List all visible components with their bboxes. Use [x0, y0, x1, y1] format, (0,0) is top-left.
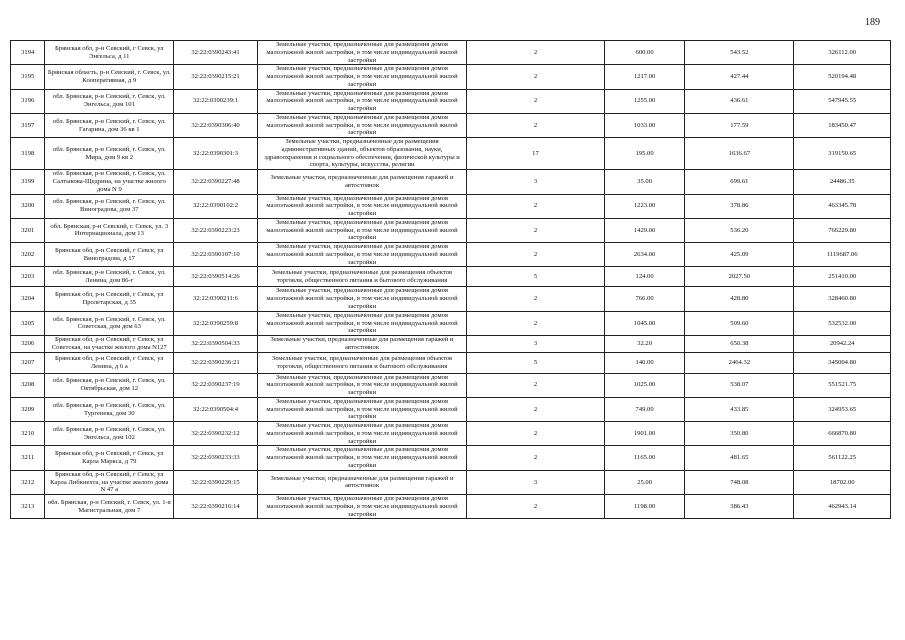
cadastral-value-cell: 766229.80 [794, 218, 891, 242]
category-cell: 2 [467, 422, 605, 446]
address-cell: Брянская область, р-н Севский, г. Севск, ул. Кооперативная, д 9 [45, 65, 174, 89]
area-cell: 1901.00 [604, 422, 684, 446]
area-cell: 1429.00 [604, 218, 684, 242]
area-cell: 1255.00 [604, 89, 684, 113]
unit-value-cell: 650.38 [685, 336, 794, 353]
table-row [11, 170, 891, 194]
unit-value-cell: 428.80 [685, 287, 794, 311]
cadastral-number-cell: 32:22:0390306:40 [174, 113, 258, 137]
area-cell: 124.00 [604, 267, 684, 287]
cadastral-value-cell: 18702.00 [794, 470, 891, 494]
cadastral-value-cell: 532532.00 [794, 311, 891, 335]
table-row [11, 243, 891, 267]
cadastral-value-cell: 326112.00 [794, 41, 891, 65]
land-use-cell: Земельные участки, предназначенные для размещения административных зданий, объектов образования, науки, здравоохранения и социального обеспечения, физической культуры и спорта, культуры, искусства, религии [257, 138, 466, 170]
land-use-cell: Земельные участки, предназначенные для размещения домов малоэтажной жилой застройки, в том числе индивидуальной жилой застройки [257, 311, 466, 335]
address-cell: обл. Брянская, р-н Севский, г. Севск, ул. Энгельса, дом 101 [45, 89, 174, 113]
table-row [11, 41, 891, 65]
category-cell: 2 [467, 495, 605, 519]
category-cell: 2 [467, 113, 605, 137]
cadastral-number-cell: 32:22:0390301:3 [174, 138, 258, 170]
table-row [11, 65, 891, 89]
row-number: 3202 [11, 243, 45, 267]
land-use-cell: Земельные участки, предназначенные для размещения домов малоэтажной жилой застройки, в том числе индивидуальной жилой застройки [257, 89, 466, 113]
category-cell: 2 [467, 65, 605, 89]
address-cell: Брянская обл, р-н Севский, г Севск, ул Карла Либкнехта, на участке жилого дома N 47 а [45, 470, 174, 494]
cadastral-number-cell: 32:22:0390504:4 [174, 397, 258, 421]
cadastral-value-cell: 547945.55 [794, 89, 891, 113]
land-use-cell: Земельные участки, предназначенные для размещения домов малоэтажной жилой застройки, в том числе индивидуальной жилой застройки [257, 113, 466, 137]
category-cell: 17 [467, 138, 605, 170]
land-use-cell: Земельные участки, предназначенные для размещения домов малоэтажной жилой застройки, в том числе индивидуальной жилой застройки [257, 194, 466, 218]
unit-value-cell: 425.09 [685, 243, 794, 267]
table-row [11, 352, 891, 373]
area-cell: 1165.00 [604, 446, 684, 470]
unit-value-cell: 378.86 [685, 194, 794, 218]
table-row [11, 397, 891, 421]
row-number: 3204 [11, 287, 45, 311]
row-number: 3197 [11, 113, 45, 137]
area-cell: 25.00 [604, 470, 684, 494]
table-row [11, 470, 891, 494]
category-cell: 2 [467, 89, 605, 113]
category-cell: 2 [467, 287, 605, 311]
address-cell: обл. Брянская, р-н Севский, г. Севск, ул. Тургенева, дом 30 [45, 397, 174, 421]
unit-value-cell: 509.60 [685, 311, 794, 335]
row-number: 3212 [11, 470, 45, 494]
row-number: 3200 [11, 194, 45, 218]
land-use-cell: Земельные участки, предназначенные для размещения объектов торговли, общественного питания и бытового обслуживания [257, 352, 466, 373]
area-cell: 1223.00 [604, 194, 684, 218]
land-use-cell: Земельные участки, предназначенные для размещения домов малоэтажной жилой застройки, в том числе индивидуальной жилой застройки [257, 495, 466, 519]
area-cell: 600.00 [604, 41, 684, 65]
unit-value-cell: 2464.32 [685, 352, 794, 373]
land-use-cell: Земельные участки, предназначенные для размещения домов малоэтажной жилой застройки, в том числе индивидуальной жилой застройки [257, 243, 466, 267]
cadastral-number-cell: 32:22:0390102:2 [174, 194, 258, 218]
row-number: 3210 [11, 422, 45, 446]
cadastral-value-cell: 462943.14 [794, 495, 891, 519]
unit-value-cell: 543.52 [685, 41, 794, 65]
category-cell: 2 [467, 218, 605, 242]
table-row [11, 373, 891, 397]
table-row [11, 113, 891, 137]
cadastral-number-cell: 32:22:0390232:12 [174, 422, 258, 446]
table-row [11, 495, 891, 519]
row-number: 3209 [11, 397, 45, 421]
address-cell: обл. Брянская, р-н Севский, г. Севск, ул. 1-я Магистральная, дом 7 [45, 495, 174, 519]
category-cell: 3 [467, 470, 605, 494]
area-cell: 1198.00 [604, 495, 684, 519]
cadastral-value-cell: 251410.00 [794, 267, 891, 287]
cadastral-number-cell: 32:22:0390259:8 [174, 311, 258, 335]
unit-value-cell: 481.65 [685, 446, 794, 470]
table-row [11, 138, 891, 170]
address-cell: обл. Брянская, р-н Севский, г. Севск, ул. Салтыкова-Щедрина, на участке жилого дома N 9 [45, 170, 174, 194]
unit-value-cell: 386.43 [685, 495, 794, 519]
row-number: 3201 [11, 218, 45, 242]
cadastral-number-cell: 32:22:0390229:15 [174, 470, 258, 494]
area-cell: 1045.00 [604, 311, 684, 335]
address-cell: обл. Брянская, р-н Севский, г. Севск, ул. Советская, дом дом 63 [45, 311, 174, 335]
table-row [11, 89, 891, 113]
unit-value-cell: 350.80 [685, 422, 794, 446]
row-number: 3213 [11, 495, 45, 519]
row-number: 3205 [11, 311, 45, 335]
address-cell: обл. Брянская, р-н Севский, г. Севск, ул. Октябрьская, дом 12 [45, 373, 174, 397]
page-number: 189 [865, 17, 880, 28]
unit-value-cell: 748.08 [685, 470, 794, 494]
land-use-cell: Земельные участки, предназначенные для размещения домов малоэтажной жилой застройки, в том числе индивидуальной жилой застройки [257, 397, 466, 421]
category-cell: 2 [467, 397, 605, 421]
cadastral-value-cell: 319150.65 [794, 138, 891, 170]
area-cell: 1025.00 [604, 373, 684, 397]
cadastral-number-cell: 32:22:0390233:33 [174, 446, 258, 470]
cadastral-number-cell: 32:22:0390237:19 [174, 373, 258, 397]
address-cell: Брянская обл, р-н Севский, г Севск, ул Советская, на участке жилого дома N127 [45, 336, 174, 353]
cadastral-number-cell: 32:22:0390107:10 [174, 243, 258, 267]
cadastral-value-cell: 328460.80 [794, 287, 891, 311]
address-cell: обл. Брянская, р-н Севский, г. Севск, ул. Мира, дом 9 кв 2 [45, 138, 174, 170]
category-cell: 3 [467, 170, 605, 194]
address-cell: Брянская обл, р-н Севский, г Севск, ул Пролетарская, д 35 [45, 287, 174, 311]
cadastral-number-cell: 32:22:0390211:6 [174, 287, 258, 311]
cadastral-value-cell: 324953.65 [794, 397, 891, 421]
category-cell: 5 [467, 267, 605, 287]
category-cell: 3 [467, 336, 605, 353]
category-cell: 5 [467, 352, 605, 373]
address-cell: обл. Брянская, р-н Севский, г. Севск, ул. Гагарина, дом 36 кв 1 [45, 113, 174, 137]
category-cell: 2 [467, 243, 605, 267]
area-cell: 140.00 [604, 352, 684, 373]
cadastral-number-cell: 32:22:0390215:21 [174, 65, 258, 89]
table-row [11, 218, 891, 242]
land-use-cell: Земельные участки, предназначенные для размещения домов малоэтажной жилой застройки, в том числе индивидуальной жилой застройки [257, 446, 466, 470]
unit-value-cell: 699.61 [685, 170, 794, 194]
land-use-cell: Земельные участки, предназначенные для размещения домов малоэтажной жилой застройки, в том числе индивидуальной жилой застройки [257, 41, 466, 65]
address-cell: Брянская обл, р-н Севский, г Севск, ул Энгельса, д 11 [45, 41, 174, 65]
cadastral-value-cell: 666870.80 [794, 422, 891, 446]
address-cell: обл. Брянская, р-н Севский, г. Севск, ул. Виноградова, дом 37 [45, 194, 174, 218]
address-cell: Брянская обл, р-н Севский, г Севск, ул Виноградова, д 17 [45, 243, 174, 267]
cadastral-value-cell: 345004.80 [794, 352, 891, 373]
address-cell: обл. Брянская, р-н Севский, г. Севск, ул. Энгельса, дом 102 [45, 422, 174, 446]
cadastral-number-cell: 32:22:0390223:23 [174, 218, 258, 242]
category-cell: 2 [467, 373, 605, 397]
category-cell: 2 [467, 194, 605, 218]
unit-value-cell: 536.20 [685, 218, 794, 242]
table-row [11, 287, 891, 311]
cadastral-value-cell: 561122.25 [794, 446, 891, 470]
unit-value-cell: 1636.67 [685, 138, 794, 170]
cadastral-number-cell: 32:22:0390504:33 [174, 336, 258, 353]
table-row [11, 446, 891, 470]
area-cell: 195.00 [604, 138, 684, 170]
unit-value-cell: 427.44 [685, 65, 794, 89]
cadastral-number-cell: 32:22:0390239:1 [174, 89, 258, 113]
table-row [11, 267, 891, 287]
area-cell: 1033.00 [604, 113, 684, 137]
cadastral-number-cell: 32:22:0390227:48 [174, 170, 258, 194]
row-number: 3211 [11, 446, 45, 470]
table-row [11, 336, 891, 353]
row-number: 3196 [11, 89, 45, 113]
address-cell: обл. Брянская, р-н Севский, г. Севск, ул. Ленина, дом 86-г [45, 267, 174, 287]
cadastral-value-cell: 1119687.06 [794, 243, 891, 267]
category-cell: 2 [467, 311, 605, 335]
row-number: 3199 [11, 170, 45, 194]
row-number: 3194 [11, 41, 45, 65]
row-number: 3198 [11, 138, 45, 170]
row-number: 3206 [11, 336, 45, 353]
cadastral-number-cell: 32:22:0390243:41 [174, 41, 258, 65]
row-number: 3195 [11, 65, 45, 89]
cadastral-number-cell: 32:22:0390216:14 [174, 495, 258, 519]
cadastral-value-cell: 20942.24 [794, 336, 891, 353]
land-use-cell: Земельные участки, предназначенные для размещения объектов торговли, общественного питания и бытового обслуживания [257, 267, 466, 287]
table-row [11, 194, 891, 218]
table-row [11, 311, 891, 335]
cadastral-value-cell: 463345.78 [794, 194, 891, 218]
cadastral-value-cell: 24486.35 [794, 170, 891, 194]
area-cell: 35.00 [604, 170, 684, 194]
unit-value-cell: 2027.50 [685, 267, 794, 287]
land-use-cell: Земельные участки, предназначенные для размещения домов малоэтажной жилой застройки, в том числе индивидуальной жилой застройки [257, 422, 466, 446]
row-number: 3203 [11, 267, 45, 287]
area-cell: 2634.00 [604, 243, 684, 267]
address-cell: Брянская обл, р-н Севский, г Севск, ул Карла Маркса, д 79 [45, 446, 174, 470]
cadastral-value-cell: 183450.47 [794, 113, 891, 137]
unit-value-cell: 433.85 [685, 397, 794, 421]
row-number: 3208 [11, 373, 45, 397]
land-use-cell: Земельные участки, предназначенные для размещения домов малоэтажной жилой застройки, в том числе индивидуальной жилой застройки [257, 373, 466, 397]
cadastral-number-cell: 32:22:0390514:26 [174, 267, 258, 287]
unit-value-cell: 538.07 [685, 373, 794, 397]
cadastral-value-cell: 520194.48 [794, 65, 891, 89]
area-cell: 749.00 [604, 397, 684, 421]
category-cell: 2 [467, 41, 605, 65]
category-cell: 2 [467, 446, 605, 470]
land-use-cell: Земельные участки, предназначенные для размещения гаражей и автостоянок [257, 170, 466, 194]
row-number: 3207 [11, 352, 45, 373]
unit-value-cell: 177.59 [685, 113, 794, 137]
table-row [11, 422, 891, 446]
land-use-cell: Земельные участки, предназначенные для размещения домов малоэтажной жилой застройки, в том числе индивидуальной жилой застройки [257, 65, 466, 89]
area-cell: 766.00 [604, 287, 684, 311]
area-cell: 1217.00 [604, 65, 684, 89]
land-use-cell: Земельные участки, предназначенные для размещения домов малоэтажной жилой застройки, в том числе индивидуальной жилой застройки [257, 218, 466, 242]
address-cell: Брянская обл, р-н Севский, г Севск, ул Ленина, д 6 а [45, 352, 174, 373]
cadastral-number-cell: 32:22:0390236:21 [174, 352, 258, 373]
land-use-cell: Земельные участки, предназначенные для размещения гаражей и автостоянок [257, 470, 466, 494]
land-use-cell: Земельные участки, предназначенные для размещения гаражей и автостоянок [257, 336, 466, 353]
address-cell: обл. Брянская, р-н Севский, г. Севск, ул. 3 Интернационала, дом 13 [45, 218, 174, 242]
cadastral-value-table [10, 40, 891, 519]
area-cell: 32.20 [604, 336, 684, 353]
unit-value-cell: 436.61 [685, 89, 794, 113]
land-use-cell: Земельные участки, предназначенные для размещения домов малоэтажной жилой застройки, в том числе индивидуальной жилой застройки [257, 287, 466, 311]
cadastral-value-cell: 551521.75 [794, 373, 891, 397]
